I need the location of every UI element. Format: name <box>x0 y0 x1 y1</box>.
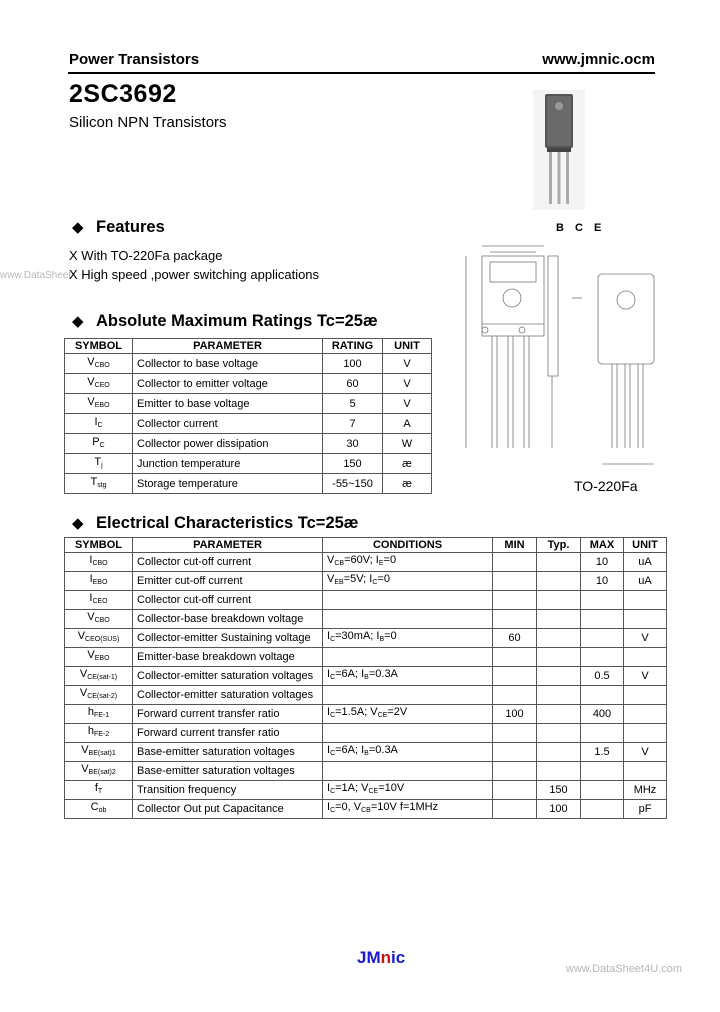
conditions-cell <box>323 762 493 781</box>
symbol-cell: $V_{EBO}$ <box>65 648 133 667</box>
max-cell: 1.5 <box>581 743 624 762</box>
conditions-cell <box>323 724 493 743</box>
column-header: MAX <box>581 538 624 553</box>
typ-cell <box>537 648 581 667</box>
parameter-cell: Collector Out put Capacitance <box>133 800 323 819</box>
features-heading: ◆ Features <box>72 218 165 236</box>
parameter-cell: Transition frequency <box>133 781 323 800</box>
typ-cell <box>537 629 581 648</box>
symbol-cell: $f_T$ <box>65 781 133 800</box>
watermark-bottom: www.DataSheet4U.com <box>565 963 682 975</box>
table-row <box>65 572 667 591</box>
table-row <box>65 374 432 394</box>
parameter-cell: Collector-emitter saturation voltages <box>133 686 323 705</box>
table-row <box>65 667 667 686</box>
parameter-cell: Emitter-base breakdown voltage <box>133 648 323 667</box>
pin-labels: B C E <box>556 222 606 234</box>
table-row <box>65 648 667 667</box>
typ-cell <box>537 591 581 610</box>
typ-cell <box>537 705 581 724</box>
parameter-cell: Collector-emitter Sustaining voltage <box>133 629 323 648</box>
unit-cell: V <box>383 354 432 374</box>
feature-item: Χ With TO-220Fa package <box>69 248 223 263</box>
typ-cell: 150 <box>537 781 581 800</box>
conditions-cell <box>323 610 493 629</box>
conditions-cell: $I_C=6A$; $I_B=0.3A$ <box>323 743 493 762</box>
min-cell: 60 <box>493 629 537 648</box>
conditions-cell: $I_C=6A$; $I_B=0.3A$ <box>323 667 493 686</box>
table-row <box>65 394 432 414</box>
elec-heading: ◆ Electrical Characteristics Tc=25æ <box>72 514 359 532</box>
symbol-cell: $V_{EBO}$ <box>65 394 133 414</box>
min-cell <box>493 743 537 762</box>
typ-cell: 100 <box>537 800 581 819</box>
min-cell <box>493 724 537 743</box>
parameter-cell: Collector power dissipation <box>133 434 323 454</box>
symbol-cell: $h_{FE-1}$ <box>65 705 133 724</box>
rating-cell: 30 <box>323 434 383 454</box>
parameter-cell: Emitter cut-off current <box>133 572 323 591</box>
symbol-cell: $T_{stg}$ <box>65 474 133 494</box>
conditions-cell: $I_C=0$, $V_{CB}=10V$ f=1MHz <box>323 800 493 819</box>
max-cell <box>581 724 624 743</box>
max-cell <box>581 629 624 648</box>
min-cell <box>493 572 537 591</box>
unit-cell <box>624 724 667 743</box>
symbol-cell: $I_{CBO}$ <box>65 553 133 572</box>
table-row <box>65 553 667 572</box>
part-subtitle: Silicon NPN Transistors <box>69 114 227 131</box>
parameter-cell: Collector current <box>133 414 323 434</box>
typ-cell <box>537 762 581 781</box>
column-header: CONDITIONS <box>323 538 493 553</box>
symbol-cell: $h_{FE-2}$ <box>65 724 133 743</box>
parameter-cell: Storage temperature <box>133 474 323 494</box>
column-header: PARAMETER <box>133 538 323 553</box>
max-cell <box>581 800 624 819</box>
max-cell: 0.5 <box>581 667 624 686</box>
unit-cell: æ <box>383 454 432 474</box>
symbol-cell: $V_{BE(sat)2}$ <box>65 762 133 781</box>
unit-cell: V <box>383 394 432 414</box>
parameter-cell: Collector to base voltage <box>133 354 323 374</box>
rating-cell: 5 <box>323 394 383 414</box>
table-row <box>65 414 432 434</box>
conditions-cell <box>323 686 493 705</box>
table-row <box>65 591 667 610</box>
max-cell: 400 <box>581 705 624 724</box>
parameter-cell: Collector-base breakdown voltage <box>133 610 323 629</box>
unit-cell: V <box>624 743 667 762</box>
typ-cell <box>537 743 581 762</box>
unit-cell: V <box>624 629 667 648</box>
unit-cell: pF <box>624 800 667 819</box>
table-row <box>65 434 432 454</box>
table-row <box>65 610 667 629</box>
table-row <box>65 454 432 474</box>
diamond-bullet-icon: ◆ <box>72 219 84 236</box>
check-bullet-icon: Χ <box>69 267 78 282</box>
parameter-cell: Collector cut-off current <box>133 591 323 610</box>
conditions-cell: $I_C=1A$; $V_{CE}=10V$ <box>323 781 493 800</box>
table-row <box>65 724 667 743</box>
column-header: Typ. <box>537 538 581 553</box>
header-category: Power Transistors <box>69 51 200 68</box>
unit-cell: MHz <box>624 781 667 800</box>
package-name: TO-220Fa <box>574 478 638 494</box>
diamond-bullet-icon: ◆ <box>72 515 84 532</box>
min-cell <box>493 686 537 705</box>
min-cell <box>493 781 537 800</box>
table-row <box>65 474 432 494</box>
symbol-cell: $T_j$ <box>65 454 133 474</box>
symbol-cell: $V_{CE(sat-1)}$ <box>65 667 133 686</box>
table-row <box>65 354 432 374</box>
parameter-cell: Base-emitter saturation voltages <box>133 743 323 762</box>
parameter-cell: Emitter to base voltage <box>133 394 323 414</box>
typ-cell <box>537 686 581 705</box>
unit-cell <box>624 705 667 724</box>
unit-cell: A <box>383 414 432 434</box>
symbol-cell: $V_{CE(sat-2)}$ <box>65 686 133 705</box>
min-cell <box>493 648 537 667</box>
unit-cell <box>624 648 667 667</box>
transistor-photo <box>533 90 585 210</box>
symbol-cell: $I_{EBO}$ <box>65 572 133 591</box>
max-cell <box>581 781 624 800</box>
unit-cell: V <box>624 667 667 686</box>
unit-cell: W <box>383 434 432 454</box>
max-cell <box>581 610 624 629</box>
unit-cell: æ <box>383 474 432 494</box>
table-row <box>65 781 667 800</box>
column-header: PARAMETER <box>133 339 323 354</box>
conditions-cell: $I_C=30mA$; $I_B=0$ <box>323 629 493 648</box>
parameter-cell: Forward current transfer ratio <box>133 724 323 743</box>
rating-cell: 150 <box>323 454 383 474</box>
watermark-left: www.DataSheet <box>0 270 72 281</box>
column-header: UNIT <box>624 538 667 553</box>
rating-cell: 7 <box>323 414 383 434</box>
min-cell <box>493 553 537 572</box>
rating-cell: 100 <box>323 354 383 374</box>
min-cell <box>493 591 537 610</box>
column-header: SYMBOL <box>65 538 133 553</box>
parameter-cell: Collector cut-off current <box>133 553 323 572</box>
conditions-cell: $V_{CB}=60V$; $I_E=0$ <box>323 553 493 572</box>
unit-cell: V <box>383 374 432 394</box>
symbol-cell: $C_{ob}$ <box>65 800 133 819</box>
unit-cell <box>624 762 667 781</box>
max-cell <box>581 648 624 667</box>
absolute-maximum-ratings-table <box>64 338 432 494</box>
typ-cell <box>537 572 581 591</box>
max-cell: 10 <box>581 553 624 572</box>
min-cell <box>493 667 537 686</box>
table-row <box>65 629 667 648</box>
conditions-cell <box>323 648 493 667</box>
column-header: UNIT <box>383 339 432 354</box>
column-header: RATING <box>323 339 383 354</box>
parameter-cell: Collector-emitter saturation voltages <box>133 667 323 686</box>
column-header: SYMBOL <box>65 339 133 354</box>
symbol-cell: $I_C$ <box>65 414 133 434</box>
unit-cell: uA <box>624 553 667 572</box>
unit-cell <box>624 610 667 629</box>
symbol-cell: $V_{CEO}$ <box>65 374 133 394</box>
unit-cell <box>624 686 667 705</box>
table-row <box>65 800 667 819</box>
conditions-cell <box>323 591 493 610</box>
package-outline-drawing <box>452 238 672 478</box>
jmnic-logo: JMnic <box>357 948 406 967</box>
max-cell <box>581 591 624 610</box>
check-bullet-icon: Χ <box>69 248 78 263</box>
rating-cell: -55~150 <box>323 474 383 494</box>
part-number: 2SC3692 <box>69 80 177 108</box>
typ-cell <box>537 667 581 686</box>
symbol-cell: $V_{CBO}$ <box>65 354 133 374</box>
electrical-characteristics-table <box>64 537 667 819</box>
conditions-cell: $I_C=1.5A$; $V_{CE}=2V$ <box>323 705 493 724</box>
parameter-cell: Collector to emitter voltage <box>133 374 323 394</box>
parameter-cell: Forward current transfer ratio <box>133 705 323 724</box>
symbol-cell: $P_C$ <box>65 434 133 454</box>
symbol-cell: $V_{CEO(SUS)}$ <box>65 629 133 648</box>
min-cell <box>493 610 537 629</box>
symbol-cell: $V_{BE(sat)1}$ <box>65 743 133 762</box>
table-row <box>65 762 667 781</box>
feature-item: Χ High speed ,power switching applications <box>69 267 320 282</box>
typ-cell <box>537 553 581 572</box>
min-cell: 100 <box>493 705 537 724</box>
parameter-cell: Junction temperature <box>133 454 323 474</box>
amr-heading: ◆ Absolute Maximum Ratings Tc=25æ <box>72 312 378 330</box>
min-cell <box>493 762 537 781</box>
min-cell <box>493 800 537 819</box>
header-website[interactable]: www.jmnic.ocm <box>542 51 655 68</box>
typ-cell <box>537 610 581 629</box>
table-row <box>65 743 667 762</box>
column-header: MIN <box>493 538 537 553</box>
diamond-bullet-icon: ◆ <box>72 313 84 330</box>
symbol-cell: $I_{CEO}$ <box>65 591 133 610</box>
max-cell <box>581 762 624 781</box>
typ-cell <box>537 724 581 743</box>
max-cell: 10 <box>581 572 624 591</box>
header-divider <box>68 72 655 74</box>
table-row <box>65 686 667 705</box>
conditions-cell: $V_{EB}=5V$; $I_C=0$ <box>323 572 493 591</box>
unit-cell <box>624 591 667 610</box>
unit-cell: uA <box>624 572 667 591</box>
parameter-cell: Base-emitter saturation voltages <box>133 762 323 781</box>
rating-cell: 60 <box>323 374 383 394</box>
max-cell <box>581 686 624 705</box>
symbol-cell: $V_{CBO}$ <box>65 610 133 629</box>
table-row <box>65 705 667 724</box>
